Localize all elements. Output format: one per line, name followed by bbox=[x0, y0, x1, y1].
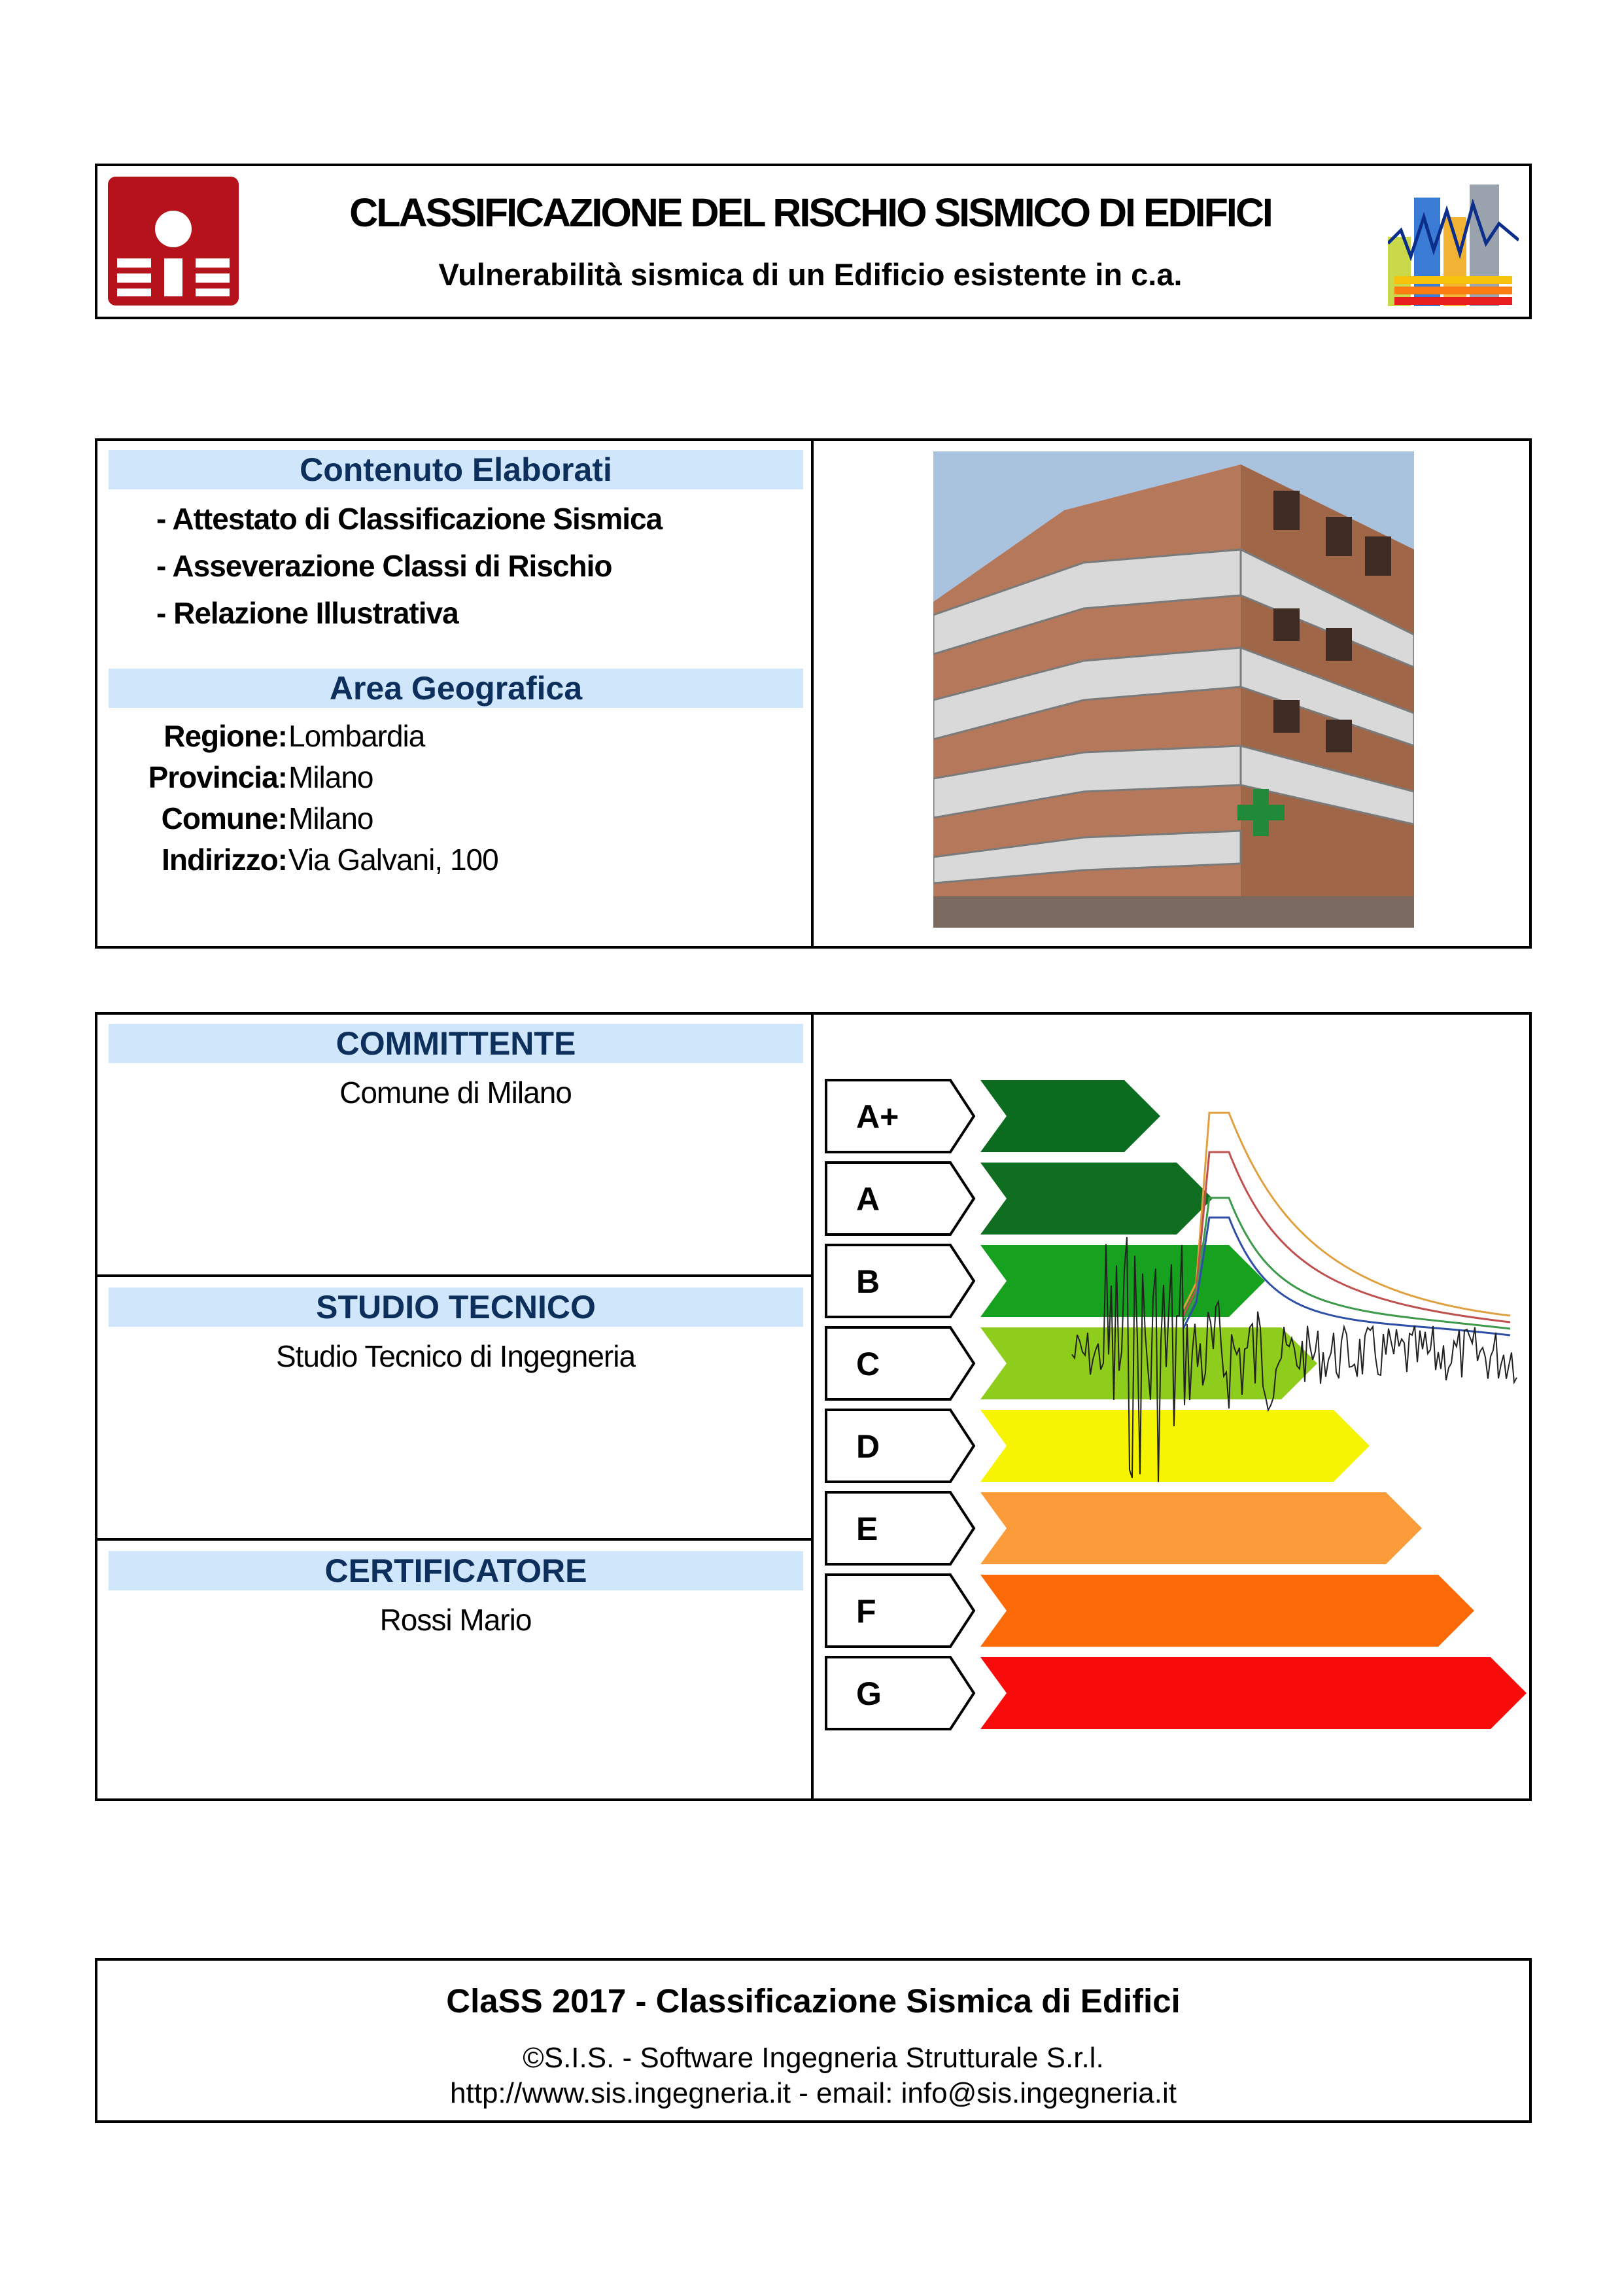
contents-heading: Contenuto Elaborati bbox=[109, 450, 803, 489]
area-heading: Area Geografica bbox=[109, 669, 803, 708]
risk-class-arrow bbox=[980, 1492, 1422, 1564]
divider bbox=[97, 1538, 814, 1541]
contents-item: - Asseverazione Classi di Rischio bbox=[156, 549, 612, 583]
risk-class-a-plus bbox=[826, 1080, 1160, 1152]
risk-class-d bbox=[826, 1410, 1370, 1482]
address-value: Via Galvani, 100 bbox=[288, 843, 498, 877]
studio-value: Studio Tecnico di Ingegneria bbox=[275, 1339, 636, 1373]
risk-class-label: D bbox=[856, 1428, 880, 1465]
class-software-logo-icon bbox=[1388, 178, 1519, 306]
province-label: Provincia: bbox=[148, 760, 287, 794]
risk-class-label: C bbox=[856, 1346, 880, 1382]
info-box bbox=[95, 438, 1532, 949]
region-label: Regione: bbox=[164, 719, 287, 753]
footer-contacts: http://www.sis.ingegneria.it - email: info@sis.ingegneria.it bbox=[450, 2077, 1177, 2109]
risk-class-arrow bbox=[980, 1410, 1370, 1482]
certifier-value: Rossi Mario bbox=[379, 1603, 532, 1637]
region-value: Lombardia bbox=[288, 719, 425, 753]
seismic-risk-scale bbox=[817, 1015, 1530, 1798]
risk-class-g bbox=[826, 1657, 1527, 1729]
risk-class-arrow bbox=[980, 1080, 1160, 1152]
risk-class-label: A bbox=[856, 1181, 880, 1218]
risk-class-arrow bbox=[980, 1327, 1317, 1399]
risk-class-label-box bbox=[826, 1080, 974, 1152]
risk-class-label-box bbox=[826, 1492, 974, 1564]
risk-class-label: A+ bbox=[856, 1098, 899, 1135]
risk-class-arrow bbox=[980, 1163, 1213, 1235]
info-left-column bbox=[97, 441, 814, 946]
parties-box bbox=[95, 1012, 1532, 1801]
contents-item: - Relazione Illustrativa bbox=[156, 596, 458, 630]
risk-class-arrow bbox=[980, 1657, 1527, 1729]
client-value: Comune di Milano bbox=[339, 1076, 572, 1110]
risk-class-label: B bbox=[856, 1263, 880, 1300]
address-label: Indirizzo: bbox=[162, 843, 287, 877]
municipality-value: Milano bbox=[288, 801, 373, 835]
studio-heading: STUDIO TECNICO bbox=[109, 1288, 803, 1327]
page-title: CLASSIFICAZIONE DEL RISCHIO SISMICO DI EDIFICI bbox=[349, 190, 1271, 235]
footer-box bbox=[95, 1958, 1532, 2123]
sis-logo-icon bbox=[108, 177, 239, 306]
risk-class-arrow bbox=[980, 1575, 1474, 1647]
risk-class-a bbox=[826, 1163, 1213, 1235]
page-subtitle: Vulnerabilità sismica di un Edificio esistente in c.a. bbox=[438, 257, 1183, 292]
risk-class-label-box bbox=[826, 1575, 974, 1647]
parties-left-column bbox=[97, 1015, 814, 1798]
client-heading: COMMITTENTE bbox=[109, 1024, 803, 1063]
footer-title: ClaSS 2017 - Classificazione Sismica di Edifici bbox=[446, 1982, 1181, 2020]
building-photo bbox=[933, 451, 1414, 928]
risk-class-label-box bbox=[826, 1410, 974, 1482]
risk-class-label-box bbox=[826, 1327, 974, 1399]
risk-class-label: E bbox=[856, 1511, 878, 1547]
risk-class-label: G bbox=[856, 1675, 882, 1712]
contents-item: - Attestato di Classificazione Sismica bbox=[156, 502, 663, 536]
divider bbox=[97, 1274, 814, 1277]
risk-class-label-box bbox=[826, 1245, 974, 1317]
risk-class-label-box bbox=[826, 1657, 974, 1729]
header-box bbox=[95, 164, 1532, 319]
footer-copyright: ©S.I.S. - Software Ingegneria Strutturale S.r.l. bbox=[523, 2042, 1104, 2074]
risk-class-e bbox=[826, 1492, 1422, 1564]
risk-class-label-box bbox=[826, 1163, 974, 1235]
certifier-heading: CERTIFICATORE bbox=[109, 1551, 803, 1590]
province-value: Milano bbox=[288, 760, 373, 794]
risk-class-f bbox=[826, 1575, 1474, 1647]
risk-class-label: F bbox=[856, 1593, 876, 1630]
municipality-label: Comune: bbox=[161, 801, 287, 835]
